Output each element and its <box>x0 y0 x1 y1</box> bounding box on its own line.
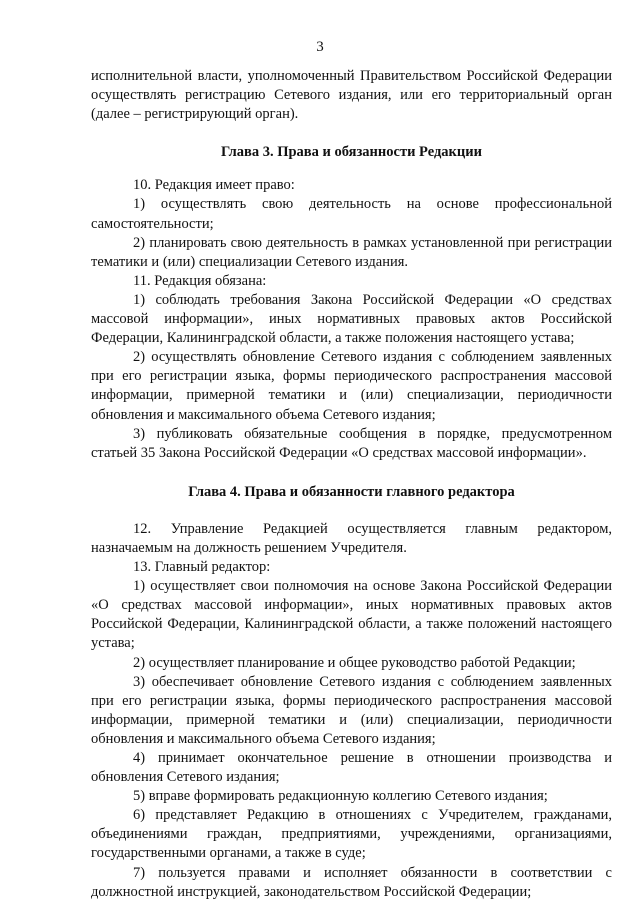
chapter-4-heading: Глава 4. Права и обязанности главного редактора <box>188 483 515 500</box>
paragraph-11-item-3: 3) публиковать обязательные сообщения в порядке, предусмотренном статьей 35 Закона Российской Федерации «О средствах массовой информации». <box>91 425 612 461</box>
document-body <box>91 67 612 902</box>
paragraph-11-item-1: 1) соблюдать требования Закона Российской Федерации «О средствах массовой информации», иных нормативных правовых актов Российской Федерации, Калининградской области, а также положения настоящего устава; <box>91 291 612 347</box>
paragraph-11: 11. Редакция обязана: <box>133 272 267 289</box>
paragraph-13-item-6: 6) представляет Редакцию в отношениях с Учредителем, гражданами, объединениями граждан, предприятиями, учреждениями, организациями, государственными органами, а также в суде; <box>91 807 612 862</box>
intro-paragraph: исполнительной власти, уполномоченный Правительством Российской Федерации осуществлять регистрацию Сетевого издания, или его территориальный орган (далее – регистрирующий орган). <box>91 68 612 123</box>
paragraph-13-item-4: 4) принимает окончательное решение в отношении производства и обновления Сетевого издания; <box>91 750 612 786</box>
paragraph-11-item-2: 2) осуществлять обновление Сетевого издания с соблюдением заявленных при его регистрации языка, формы периодического распространения массовой информации, примерной тематики и (или) специализации, периодичности обновления и максимального объема Сетевого издания; <box>91 349 612 423</box>
page-number: 3 <box>316 39 324 55</box>
paragraph-10-item-1: 1) осуществлять свою деятельность на основе профессиональной самостоятельности; <box>91 196 612 232</box>
paragraph-13-item-3: 3) обеспечивает обновление Сетевого издания с соблюдением заявленных при его регистрации языка, формы периодического распространения массовой информации, примерной тематики и (или) специализации, периодичности обновления и максимального объема Сетевого издания; <box>91 673 612 747</box>
paragraph-12: 12. Управление Редакцией осуществляется главным редактором, назначаемым на должность решением Учредителя. <box>91 520 612 556</box>
paragraph-13-item-2: 2) осуществляет планирование и общее руководство работой Редакции; <box>133 654 576 671</box>
paragraph-13-item-1: 1) осуществляет свои полномочия на основе Закона Российской Федерации «О средствах массовой информации», иных нормативных правовых актов Российской Федерации, Калининградской области, а также положений настоящего устава; <box>91 578 612 652</box>
paragraph-10: 10. Редакция имеет право: <box>133 177 295 194</box>
paragraph-13-item-5: 5) вправе формировать редакционную коллегию Сетевого издания; <box>133 788 548 805</box>
paragraph-13-item-7: 7) пользуется правами и исполняет обязанности в соответствии с должностной инструкцией, законодательством Российской Федерации; <box>91 864 612 900</box>
chapter-3-heading: Глава 3. Права и обязанности Редакции <box>221 144 482 161</box>
paragraph-13: 13. Главный редактор: <box>133 559 271 576</box>
paragraph-10-item-2: 2) планировать свою деятельность в рамках установленной при регистрации тематики и (или) специализации Сетевого издания. <box>91 234 612 270</box>
